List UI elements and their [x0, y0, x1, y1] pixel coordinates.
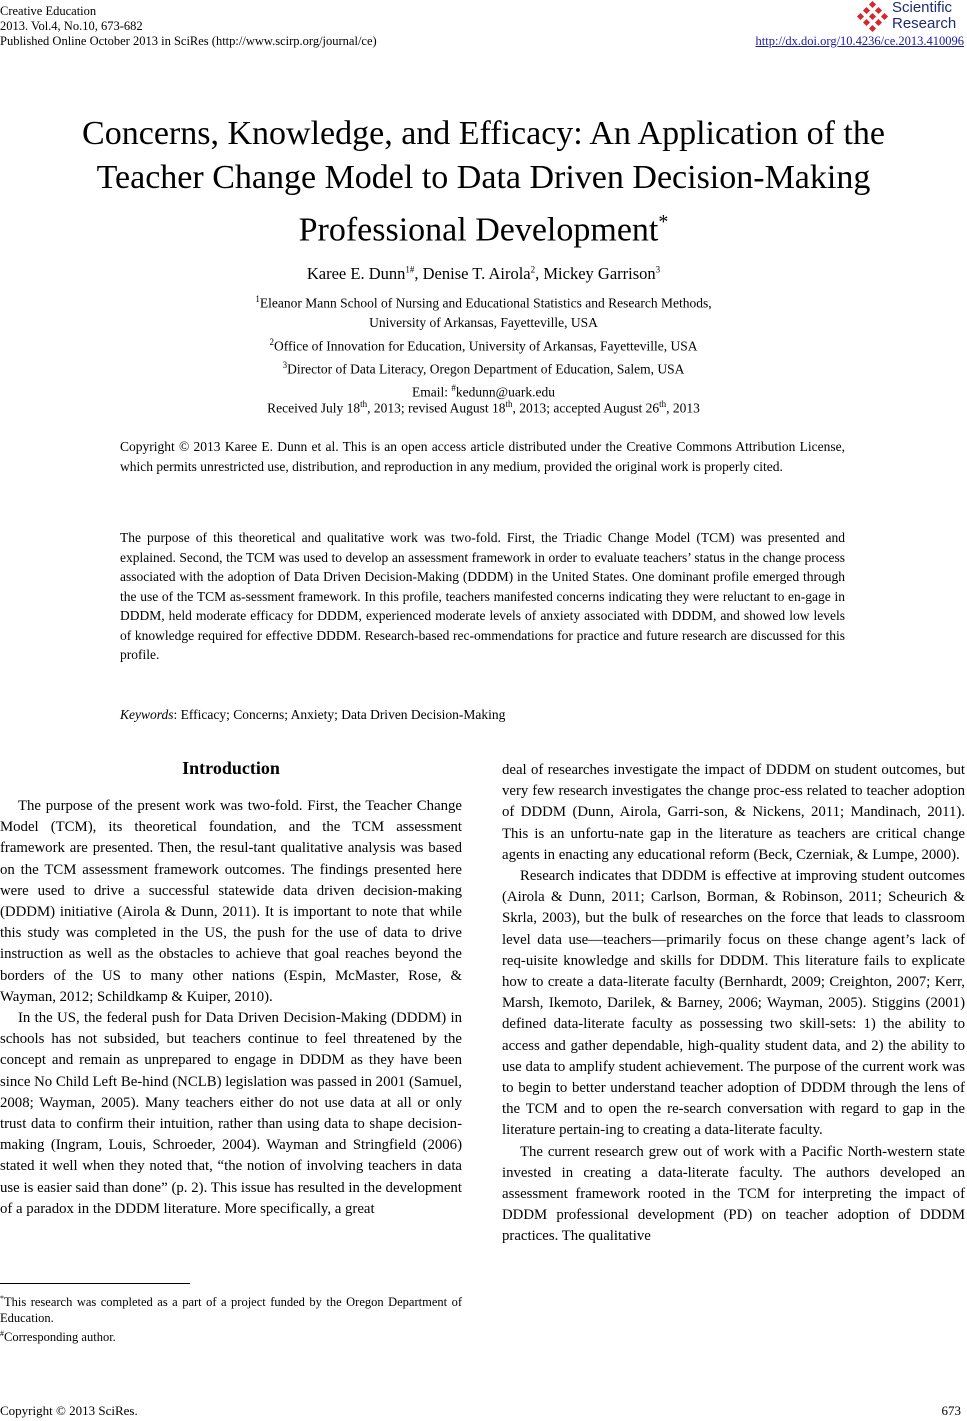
ordinal-sup: th — [360, 399, 368, 409]
email-sup: # — [451, 382, 456, 393]
author-list: Karee E. Dunn$^{1\#}$, Denise T. Airola$^2$, Mickey Garrison$^3$ — [306, 264, 661, 283]
author-sup: 1# — [405, 264, 415, 275]
paragraph: In the US, the federal push for Data Driven Decision-Making (DDDM) in schools has not subsided, but teachers continue to feel threatened by the concept and remain as unprepared to engage in DDDM as they have been since No Child Left Be-hind (NCLB) legislation was passed in 2001 (Samuel, 2008; Wayman, 2005). Many teachers either do not use data at all or only trust data to confirm their intuition, rather than using data to shape decision-making (Ingram, Louis, Schroeder, 2004). Wayman and Stringfield (2006) stated it well when they noted that, “the notion of involving teachers in data use is easier said than done” (p. 2). This issue has resulted in the development of a paradox in the DDDM literature. More specifically, a great — [0, 1010, 462, 1217]
author-sup: 2 — [530, 264, 536, 275]
footnotes — [0, 1291, 462, 1346]
doi-link[interactable]: http://dx.doi.org/10.4236/ce.2013.410096 — [755, 34, 964, 48]
logo-text — [892, 0, 956, 32]
received-text: Received July 18 — [267, 400, 361, 416]
affiliation-1-cont: University of Arkansas, Fayetteville, USA — [369, 315, 598, 330]
affiliation-3 — [0, 356, 967, 379]
keywords — [120, 705, 845, 725]
aff-text: Eleanor Mann School of Nursing and Educational Statistics and Research Methods, — [259, 295, 712, 311]
affiliation-2 — [0, 333, 967, 356]
affiliations — [0, 290, 967, 402]
ordinal-sup: th — [659, 399, 667, 409]
paper-title — [30, 112, 937, 252]
journal-header — [0, 4, 377, 49]
paragraph: deal of researches investigate the impact of DDDM on student outcomes, but very few research investigates the change proc-ess related to teacher adoption of DDDM (Dunn, Airola, Garri-son, & Nickens, 2011; Mandinach, 2011). This is an unfortu-nate gap in the literature as teachers are critical change agents in enacting any educational reform (Beck, Czerniak, & Lumpe, 2000). — [502, 762, 965, 863]
left-column — [0, 796, 462, 1220]
paragraph: The purpose of the present work was two-fold. First, the Teacher Change Model (TCM), its theoretical foundation, and the TCM assessment framework are presented. Then, the resul-tant qualitative analysis was based on the TCM assessment framework outcomes. The findings presented here were used to drive a successful statewide data driven decision-making (DDDM) initiative (Airola & Dunn, 2011). It is important to note that while this study was completed in the US, the push for the use of data to drive instruction as well as the obstacles to achieve that goal reaches beyond the borders of the US to many other nations (Espin, McMaster, Rose, & Wayman, 2012; Schildkamp & Kuiper, 2010). — [0, 798, 462, 1005]
received-dates — [0, 399, 967, 417]
section-heading: Introduction — [182, 758, 280, 778]
ordinal-sup: th — [505, 399, 513, 409]
aff-sup: 3 — [282, 359, 288, 370]
copyright-notice: Copyright © 2013 Karee E. Dunn et al. This is an open access article distributed under the Creative Commons Attribution License, which permits unrestricted use, distribution, and reproduction in any medium, provided the original work is properly cited. — [120, 439, 845, 474]
affiliation-1 — [0, 290, 967, 313]
footnote-mark: * — [0, 1294, 4, 1303]
aff-text: Director of Data Literacy, Oregon Department of Education, Salem, USA — [287, 361, 685, 376]
accepted-text: , 2013; accepted August 26 — [512, 400, 660, 416]
publication-info: Published Online October 2013 in SciRes (http://www.scirp.org/journal/ce) — [0, 34, 377, 48]
logo-diamond-icon — [854, 0, 890, 36]
email-label: Email: — [412, 384, 452, 399]
scientific-research-logo — [854, 0, 964, 36]
logo-line1: Scientific — [892, 0, 953, 16]
footnote-2 — [0, 1326, 462, 1346]
paragraph: Research indicates that DDDM is effective at improving student outcomes (Airola & Dunn, 2011; Carlson, Borman, & Robinson, 2011; Scheurich & Skrla, 2003), but the bulk of researches on the force that leads to classroom level data use—teachers—primarily focus on these change agent’s lack of req-uisite knowledge and skills for DDDM. This literature fails to explicate how to create a data-literate faculty (Bernhardt, 2009; Creighton, 2007; Kerr, Marsh, Ikemoto, Darilek, & Barney, 2006; Wayman, 2005). Stiggins (2001) defined data-literate faculty as possessing two skill-sets: 1) the ability to access and gather dependable, high-quality student data, and 2) the ability to use data to amplify student achievement. The purpose of the current work was to begin to better understand teacher adoption of DDDM through the lens of the TCM and to open the re-search conversation with regard to gap in the literature pertain-ing to creating a data-literate faculty. — [502, 868, 965, 1139]
logo-line2: Research — [892, 15, 957, 32]
volume-info: 2013. Vol.4, No.10, 673-682 — [0, 19, 143, 33]
aff-sup: 2 — [269, 336, 275, 347]
author-name: Karee E. Dunn — [306, 264, 406, 283]
footnote-text: This research was completed as a part of a project funded by the Oregon Department of Education. — [0, 1295, 462, 1325]
title-footnote-mark: * — [658, 211, 669, 233]
footnote-1 — [0, 1291, 462, 1326]
author-name: Denise T. Airola — [422, 264, 531, 283]
aff-sup: 1 — [255, 294, 260, 304]
keywords-label: Keywords — [120, 707, 174, 722]
author-name: Mickey Garrison — [543, 264, 656, 283]
footnote-divider — [0, 1283, 190, 1284]
footnote-mark: # — [0, 1329, 4, 1339]
aff-text: Office of Innovation for Education, University of Arkansas, Fayetteville, USA — [274, 338, 698, 353]
paragraph: The current research grew out of work with a Pacific North-western state invested in creating a data-literate faculty. The authors developed an assessment framework rooted in the TCM for interpreting the impact of DDDM professional development (PD) on teacher adoption of DDDM practices. The qualitative — [502, 1143, 965, 1245]
footnote-text: Corresponding author. — [4, 1330, 116, 1345]
year-text: , 2013 — [666, 400, 700, 416]
title-text: Concerns, Knowledge, and Efficacy: An Application of the Teacher Change Model to Data Driven Decision-Making Professional Development — [82, 115, 885, 249]
keywords-text: : Efficacy; Concerns; Anxiety; Data Driven Decision-Making — [173, 707, 506, 722]
right-column — [502, 760, 965, 1248]
author-sup: 3 — [655, 264, 661, 275]
abstract: The purpose of this theoretical and qualitative work was two-fold. First, the Triadic Change Model (TCM) was presented and explained. Second, the TCM was used to develop an assessment framework in order to evaluate teachers’ status in the change process associated with the adoption of Data Driven Decision-Making (DDDM) in the United States. One dominant profile emerged through the use of the TCM as-sessment framework. In this profile, teachers manifested concerns indicating they were reluctant to en-gage in DDDM, held moderate efficacy for DDDM, experienced moderate levels of anxiety associated with DDDM, and showed low levels of knowledge required for effective DDDM. Research-based rec-ommendations for practice and future research are discussed for this profile. — [120, 530, 845, 662]
journal-name: Creative Education — [0, 4, 97, 18]
email-address[interactable]: kedunn@uark.edu — [455, 384, 555, 399]
page-number: 673 — [941, 1403, 961, 1418]
footer-copyright: Copyright © 2013 SciRes. — [0, 1403, 138, 1418]
revised-text: , 2013; revised August 18 — [367, 400, 506, 416]
